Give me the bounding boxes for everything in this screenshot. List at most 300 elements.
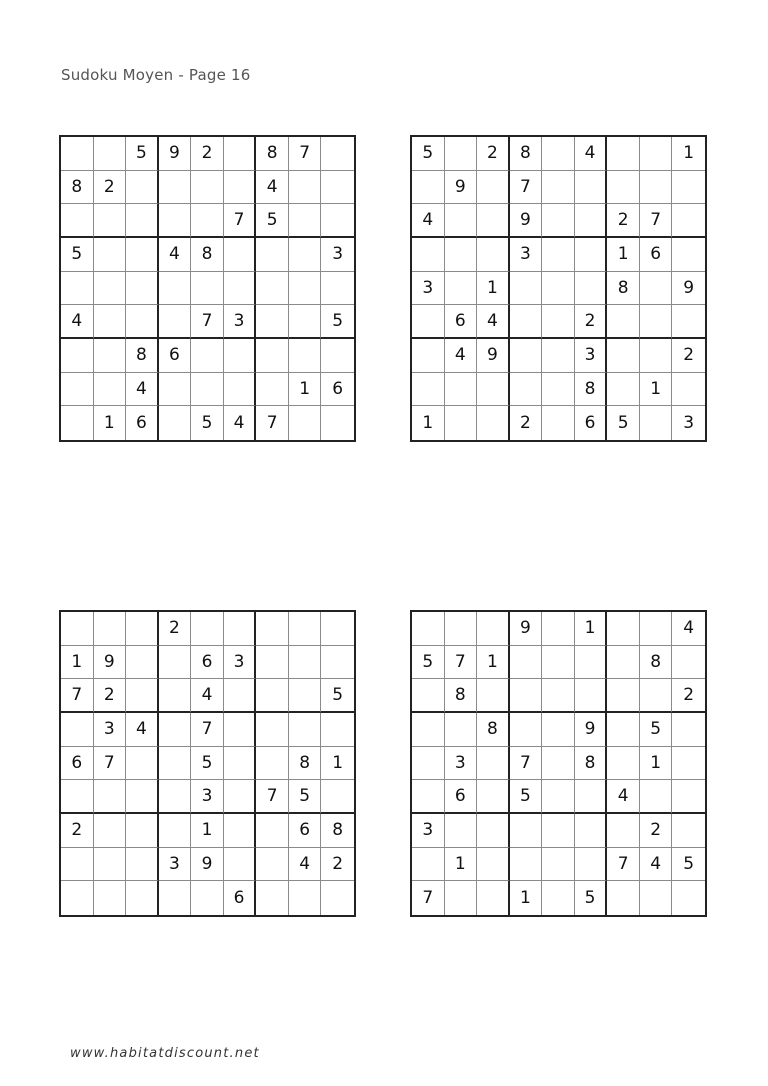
sudoku-cell [510, 339, 543, 373]
sudoku-cell [321, 272, 354, 306]
sudoku-cell [510, 679, 543, 713]
sudoku-cell [224, 747, 257, 781]
sudoku-cell [477, 780, 510, 814]
sudoku-cell [542, 406, 575, 440]
sudoku-grid-1 [59, 135, 356, 442]
sudoku-cell [256, 373, 289, 407]
sudoku-cell: 2 [672, 339, 705, 373]
sudoku-cell [640, 406, 673, 440]
sudoku-cell: 5 [321, 679, 354, 713]
sudoku-cell: 4 [412, 204, 445, 238]
sudoku-cell [289, 171, 322, 205]
sudoku-cell [477, 406, 510, 440]
sudoku-cell: 7 [510, 171, 543, 205]
sudoku-cell [321, 881, 354, 915]
sudoku-cell [672, 204, 705, 238]
sudoku-cell [321, 137, 354, 171]
sudoku-cell [289, 406, 322, 440]
sudoku-cell: 5 [191, 406, 224, 440]
sudoku-cell [607, 612, 640, 646]
sudoku-cell: 9 [672, 272, 705, 306]
sudoku-cell [126, 848, 159, 882]
sudoku-cell [575, 204, 608, 238]
sudoku-cell [159, 814, 192, 848]
sudoku-cell [412, 171, 445, 205]
sudoku-cell: 1 [575, 612, 608, 646]
sudoku-cell: 8 [445, 679, 478, 713]
sudoku-cell [126, 646, 159, 680]
sudoku-cell [224, 272, 257, 306]
sudoku-cell: 4 [126, 713, 159, 747]
sudoku-cell [256, 814, 289, 848]
sudoku-cell [412, 679, 445, 713]
sudoku-cell [94, 272, 127, 306]
sudoku-cell [61, 881, 94, 915]
sudoku-cell [542, 747, 575, 781]
sudoku-cell [224, 373, 257, 407]
sudoku-cell: 5 [412, 646, 445, 680]
sudoku-cell [542, 881, 575, 915]
sudoku-cell [159, 780, 192, 814]
sudoku-cell [159, 272, 192, 306]
sudoku-cell: 2 [607, 204, 640, 238]
sudoku-cell [575, 814, 608, 848]
sudoku-cell [256, 272, 289, 306]
footer-url: www.habitatdiscount.net [70, 1046, 260, 1061]
sudoku-cell [61, 612, 94, 646]
sudoku-cell [224, 679, 257, 713]
sudoku-cell: 7 [256, 780, 289, 814]
sudoku-cell: 5 [510, 780, 543, 814]
sudoku-cell [159, 713, 192, 747]
sudoku-cell [61, 373, 94, 407]
sudoku-cell [94, 305, 127, 339]
sudoku-cell: 7 [256, 406, 289, 440]
sudoku-cell [256, 747, 289, 781]
sudoku-cell: 2 [61, 814, 94, 848]
sudoku-cell [412, 373, 445, 407]
sudoku-cell [640, 679, 673, 713]
sudoku-cell [575, 171, 608, 205]
sudoku-cell [61, 272, 94, 306]
sudoku-cell [256, 305, 289, 339]
sudoku-cell: 5 [289, 780, 322, 814]
sudoku-cell: 7 [61, 679, 94, 713]
sudoku-cell: 5 [607, 406, 640, 440]
sudoku-cell [289, 881, 322, 915]
sudoku-cell: 6 [159, 339, 192, 373]
sudoku-cell [289, 305, 322, 339]
sudoku-cell: 7 [607, 848, 640, 882]
sudoku-cell: 5 [321, 305, 354, 339]
sudoku-cell: 1 [672, 137, 705, 171]
sudoku-cell [159, 305, 192, 339]
sudoku-cell [256, 612, 289, 646]
sudoku-cell [477, 204, 510, 238]
sudoku-cell [575, 780, 608, 814]
sudoku-cell [607, 679, 640, 713]
sudoku-cell [224, 137, 257, 171]
sudoku-cell [607, 646, 640, 680]
sudoku-cell: 8 [640, 646, 673, 680]
sudoku-cell [445, 612, 478, 646]
sudoku-cell: 2 [94, 171, 127, 205]
sudoku-cell [224, 780, 257, 814]
sudoku-cell: 9 [445, 171, 478, 205]
sudoku-cell [477, 679, 510, 713]
sudoku-cell [477, 238, 510, 272]
sudoku-cell [445, 406, 478, 440]
sudoku-cell [542, 646, 575, 680]
sudoku-cell: 8 [126, 339, 159, 373]
sudoku-cell [289, 339, 322, 373]
sudoku-cell: 7 [191, 305, 224, 339]
sudoku-cell: 4 [477, 305, 510, 339]
sudoku-cell: 1 [445, 848, 478, 882]
sudoku-cell [321, 339, 354, 373]
sudoku-cell: 6 [445, 780, 478, 814]
sudoku-cell [607, 881, 640, 915]
sudoku-cell: 8 [607, 272, 640, 306]
sudoku-cell: 7 [445, 646, 478, 680]
sudoku-cell [575, 848, 608, 882]
sudoku-grid-2 [410, 135, 707, 442]
sudoku-cell [640, 171, 673, 205]
sudoku-cell [61, 204, 94, 238]
sudoku-cell: 4 [672, 612, 705, 646]
sudoku-cell: 8 [321, 814, 354, 848]
sudoku-cell [321, 171, 354, 205]
sudoku-cell [510, 713, 543, 747]
sudoku-cell [159, 406, 192, 440]
sudoku-cell [61, 848, 94, 882]
sudoku-cell [607, 747, 640, 781]
sudoku-cell: 5 [640, 713, 673, 747]
sudoku-cell [126, 204, 159, 238]
sudoku-cell [445, 881, 478, 915]
sudoku-cell [445, 238, 478, 272]
sudoku-cell: 9 [510, 612, 543, 646]
sudoku-cell: 5 [61, 238, 94, 272]
sudoku-cell [289, 238, 322, 272]
sudoku-cell [126, 747, 159, 781]
sudoku-cell [607, 713, 640, 747]
sudoku-cell [510, 305, 543, 339]
sudoku-cell [321, 612, 354, 646]
sudoku-cell [445, 272, 478, 306]
sudoku-cell [640, 272, 673, 306]
sudoku-cell: 2 [640, 814, 673, 848]
sudoku-cell: 7 [640, 204, 673, 238]
sudoku-cell: 7 [94, 747, 127, 781]
sudoku-cell [94, 238, 127, 272]
sudoku-cell: 4 [61, 305, 94, 339]
sudoku-cell [542, 204, 575, 238]
sudoku-cell [607, 339, 640, 373]
sudoku-cell [672, 238, 705, 272]
sudoku-cell [672, 814, 705, 848]
sudoku-cell: 6 [126, 406, 159, 440]
sudoku-cell: 9 [510, 204, 543, 238]
sudoku-cell [191, 204, 224, 238]
sudoku-cell: 4 [607, 780, 640, 814]
sudoku-cell [126, 305, 159, 339]
sudoku-cell: 9 [94, 646, 127, 680]
sudoku-cell [640, 137, 673, 171]
sudoku-cell [640, 339, 673, 373]
sudoku-cell: 6 [191, 646, 224, 680]
sudoku-cell: 1 [477, 646, 510, 680]
sudoku-cell [61, 406, 94, 440]
sudoku-cell: 4 [289, 848, 322, 882]
sudoku-cell [640, 305, 673, 339]
sudoku-cell [542, 713, 575, 747]
sudoku-cell: 4 [575, 137, 608, 171]
sudoku-cell [289, 646, 322, 680]
sudoku-cell: 9 [477, 339, 510, 373]
sudoku-cell [159, 204, 192, 238]
sudoku-cell: 3 [683, 413, 695, 434]
sudoku-cell: 8 [510, 137, 543, 171]
sudoku-cell [575, 646, 608, 680]
sudoku-cell [289, 713, 322, 747]
sudoku-cell [321, 204, 354, 238]
sudoku-cell: 6 [640, 238, 673, 272]
sudoku-cell [256, 848, 289, 882]
sudoku-cell [224, 814, 257, 848]
sudoku-cell [542, 272, 575, 306]
sudoku-cell [477, 747, 510, 781]
sudoku-cell [94, 814, 127, 848]
sudoku-cell [289, 204, 322, 238]
sudoku-cell: 3 [321, 238, 354, 272]
sudoku-cell [510, 272, 543, 306]
sudoku-cell: 2 [477, 137, 510, 171]
sudoku-cell: 7 [289, 137, 322, 171]
sudoku-cell: 2 [191, 137, 224, 171]
sudoku-cell [224, 171, 257, 205]
sudoku-cell [607, 305, 640, 339]
sudoku-cell [61, 713, 94, 747]
sudoku-cell [640, 780, 673, 814]
sudoku-cell: 3 [575, 339, 608, 373]
sudoku-cell: 4 [445, 339, 478, 373]
sudoku-cell: 3 [412, 272, 445, 306]
sudoku-cell [61, 339, 94, 373]
sudoku-cell: 2 [575, 305, 608, 339]
sudoku-cell [289, 612, 322, 646]
sudoku-cell [672, 373, 705, 407]
sudoku-cell [542, 373, 575, 407]
sudoku-cell: 8 [477, 713, 510, 747]
sudoku-cell [289, 679, 322, 713]
sudoku-cell: 9 [191, 848, 224, 882]
sudoku-cell: 6 [61, 747, 94, 781]
sudoku-cell [672, 747, 705, 781]
sudoku-cell [542, 171, 575, 205]
sudoku-cell [126, 272, 159, 306]
sudoku-cell [94, 373, 127, 407]
sudoku-cell: 6 [445, 305, 478, 339]
sudoku-cell: 3 [224, 305, 257, 339]
sudoku-cell: 9 [159, 137, 192, 171]
sudoku-cell: 7 [510, 747, 543, 781]
sudoku-cell [94, 204, 127, 238]
sudoku-cell [412, 238, 445, 272]
sudoku-grid-3 [59, 610, 356, 917]
sudoku-cell [672, 646, 705, 680]
sudoku-cell: 1 [510, 881, 543, 915]
sudoku-cell [412, 780, 445, 814]
sudoku-cell [256, 238, 289, 272]
sudoku-cell: 5 [256, 204, 289, 238]
sudoku-cell [256, 881, 289, 915]
sudoku-cell [607, 814, 640, 848]
sudoku-cell: 8 [256, 137, 289, 171]
sudoku-cell [672, 305, 705, 339]
sudoku-cell: 1 [640, 747, 673, 781]
sudoku-cell: 2 [94, 679, 127, 713]
sudoku-cell: 3 [159, 848, 192, 882]
sudoku-cell [607, 171, 640, 205]
sudoku-cell: 8 [575, 373, 608, 407]
sudoku-cell [191, 373, 224, 407]
sudoku-cell: 7 [191, 713, 224, 747]
sudoku-cell [542, 305, 575, 339]
sudoku-cell [94, 881, 127, 915]
sudoku-cell: 4 [640, 848, 673, 882]
sudoku-cell [640, 881, 673, 915]
sudoku-cell: 3 [445, 747, 478, 781]
sudoku-cell [542, 339, 575, 373]
sudoku-cell [256, 713, 289, 747]
sudoku-cell [477, 171, 510, 205]
sudoku-cell [126, 238, 159, 272]
sudoku-cell: 3 [412, 814, 445, 848]
sudoku-cell [126, 612, 159, 646]
sudoku-cell [412, 747, 445, 781]
sudoku-cell: 4 [224, 406, 257, 440]
sudoku-cell [607, 373, 640, 407]
sudoku-cell [126, 814, 159, 848]
sudoku-cell: 8 [61, 171, 94, 205]
sudoku-cell [575, 679, 608, 713]
sudoku-cell: 8 [575, 747, 608, 781]
sudoku-cell [510, 373, 543, 407]
sudoku-cell [191, 339, 224, 373]
sudoku-cell [126, 780, 159, 814]
sudoku-cell [542, 814, 575, 848]
sudoku-cell: 6 [289, 814, 322, 848]
sudoku-cell [477, 373, 510, 407]
sudoku-cell: 4 [159, 238, 192, 272]
sudoku-cell [224, 339, 257, 373]
sudoku-cell [61, 137, 94, 171]
sudoku-cell [672, 881, 705, 915]
sudoku-cell: 8 [289, 747, 322, 781]
sudoku-cell: 4 [256, 171, 289, 205]
sudoku-cell [159, 373, 192, 407]
sudoku-cell [542, 137, 575, 171]
sudoku-cell: 1 [412, 406, 445, 440]
sudoku-cell: 6 [224, 881, 257, 915]
page-title: Sudoku Moyen - Page 16 [61, 66, 251, 84]
sudoku-cell [510, 646, 543, 680]
sudoku-cell [575, 238, 608, 272]
sudoku-cell [607, 137, 640, 171]
sudoku-cell [542, 679, 575, 713]
sudoku-cell [94, 848, 127, 882]
sudoku-cell [445, 373, 478, 407]
sudoku-cell: 5 [191, 747, 224, 781]
sudoku-cell [191, 171, 224, 205]
sudoku-cell [159, 646, 192, 680]
sudoku-cell [321, 713, 354, 747]
sudoku-cell [477, 612, 510, 646]
sudoku-cell: 3 [191, 780, 224, 814]
sudoku-cell [477, 848, 510, 882]
sudoku-cell [672, 713, 705, 747]
sudoku-cell [445, 137, 478, 171]
sudoku-cell: 1 [191, 814, 224, 848]
sudoku-cell [542, 238, 575, 272]
sudoku-cell [94, 612, 127, 646]
sudoku-cell [542, 612, 575, 646]
sudoku-cell: 3 [224, 646, 257, 680]
sudoku-cell [159, 747, 192, 781]
sudoku-cell: 5 [575, 881, 608, 915]
sudoku-cell: 1 [321, 747, 354, 781]
sudoku-cell [321, 780, 354, 814]
sudoku-cell [445, 713, 478, 747]
sudoku-cell [94, 780, 127, 814]
sudoku-cell: 3 [510, 238, 543, 272]
sudoku-cell: 2 [672, 679, 705, 713]
sudoku-cell [159, 881, 192, 915]
sudoku-cell: 6 [575, 406, 608, 440]
sudoku-cell [477, 881, 510, 915]
sudoku-cell: 5 [672, 848, 705, 882]
sudoku-cell: 1 [477, 272, 510, 306]
sudoku-cell [412, 713, 445, 747]
sudoku-cell [321, 646, 354, 680]
sudoku-cell [575, 272, 608, 306]
sudoku-cell [256, 679, 289, 713]
sudoku-cell [191, 272, 224, 306]
sudoku-cell: 8 [191, 238, 224, 272]
sudoku-cell: 4 [191, 679, 224, 713]
sudoku-cell: 5 [126, 137, 159, 171]
sudoku-cell [159, 679, 192, 713]
sudoku-cell: 9 [575, 713, 608, 747]
sudoku-cell [321, 406, 354, 440]
sudoku-cell: 1 [94, 406, 127, 440]
sudoku-cell [224, 612, 257, 646]
sudoku-cell [61, 780, 94, 814]
sudoku-cell: 1 [607, 238, 640, 272]
sudoku-cell: 2 [321, 848, 354, 882]
sudoku-cell [412, 848, 445, 882]
sudoku-cell [256, 339, 289, 373]
sudoku-cell [94, 137, 127, 171]
sudoku-cell [126, 881, 159, 915]
sudoku-cell [126, 171, 159, 205]
sudoku-cell [477, 814, 510, 848]
sudoku-cell: 6 [321, 373, 354, 407]
sudoku-cell: 5 [412, 137, 445, 171]
sudoku-cell [159, 171, 192, 205]
sudoku-cell [445, 814, 478, 848]
